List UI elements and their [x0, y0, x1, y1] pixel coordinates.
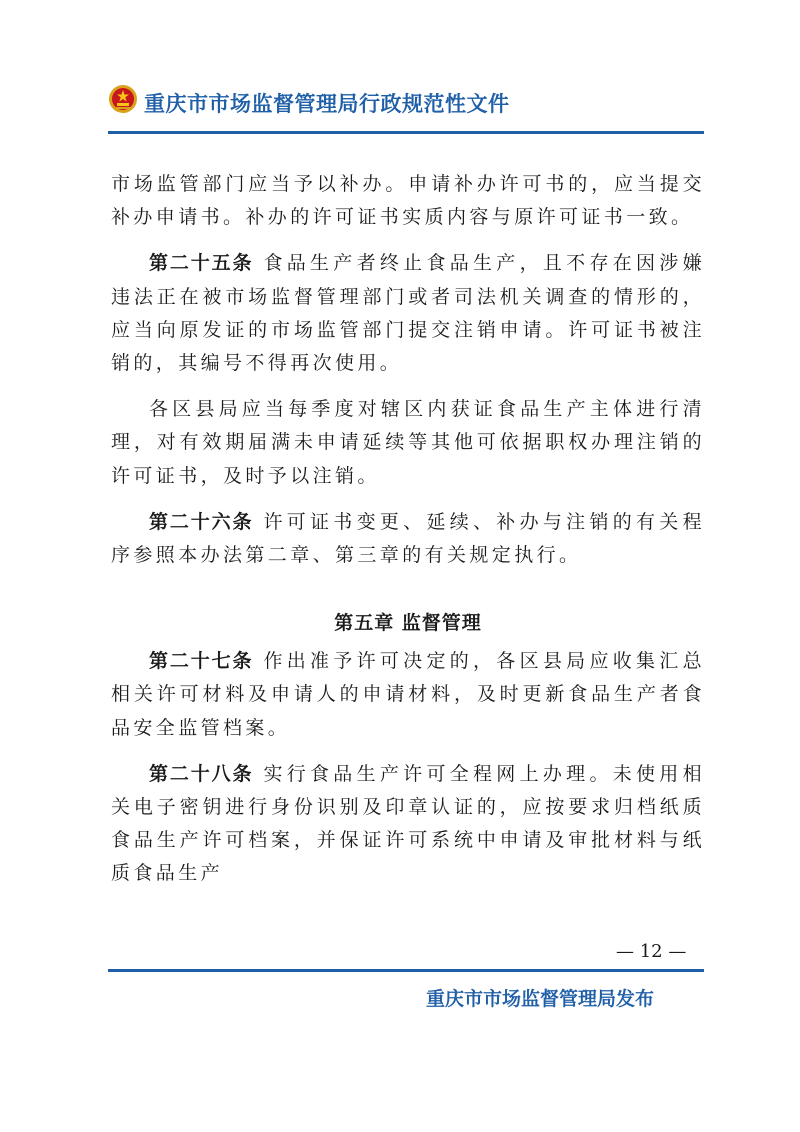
footer-divider [108, 969, 704, 972]
article-28 [111, 758, 705, 891]
article-25 [111, 247, 705, 380]
footer-publisher: 重庆市市场监督管理局发布 [426, 988, 655, 1010]
article-28-label: 第二十八条 [149, 762, 254, 785]
article-26-label: 第二十六条 [149, 510, 254, 533]
national-emblem-icon [108, 84, 138, 114]
chapter-title: 第五章 监督管理 [334, 612, 482, 635]
article-25-text: 食品生产者终止食品生产，且不存在因涉嫌违法正在被市场监督管理部门或者司法机关调查的情形的，应当向原发证的市场监管部门提交注销申请。许可证书被注销的，其编号不得再次使用。 [111, 252, 705, 375]
article-26 [111, 506, 705, 572]
header-divider [108, 131, 704, 134]
article-27-label: 第二十七条 [149, 650, 254, 673]
article-27-text: 作出准予许可决定的，各区县局应收集汇总相关许可材料及申请人的申请材料，及时更新食品生产者食品安全监管档案。 [111, 650, 705, 739]
article-25-label: 第二十五条 [149, 252, 254, 275]
paragraph-continuation: 市场监管部门应当予以补办。申请补办许可书的，应当提交补办申请书。补办的许可证书实质内容与原许可证书一致。 [111, 173, 705, 229]
article-26-text: 许可证书变更、延续、补办与注销的有关程序参照本办法第二章、第三章的有关规定执行。 [111, 510, 705, 567]
article-28-text: 实行食品生产许可全程网上办理。未使用相关电子密钥进行身份识别及印章认证的，应按要求归档纸质食品生产许可档案，并保证许可系统中申请及审批材料与纸质食品生产 [111, 762, 705, 885]
page-number: — 12 — [616, 941, 687, 962]
paragraph-cleanup: 各区县局应当每季度对辖区内获证食品生产主体进行清理，对有效期届满未申请延续等其他可依据职权办理注销的许可证书，及时予以注销。 [111, 398, 705, 487]
header-title: 重庆市市场监督管理局行政规范性文件 [144, 92, 510, 116]
document-body [111, 168, 705, 904]
document-header [108, 84, 704, 136]
article-27 [111, 645, 705, 745]
